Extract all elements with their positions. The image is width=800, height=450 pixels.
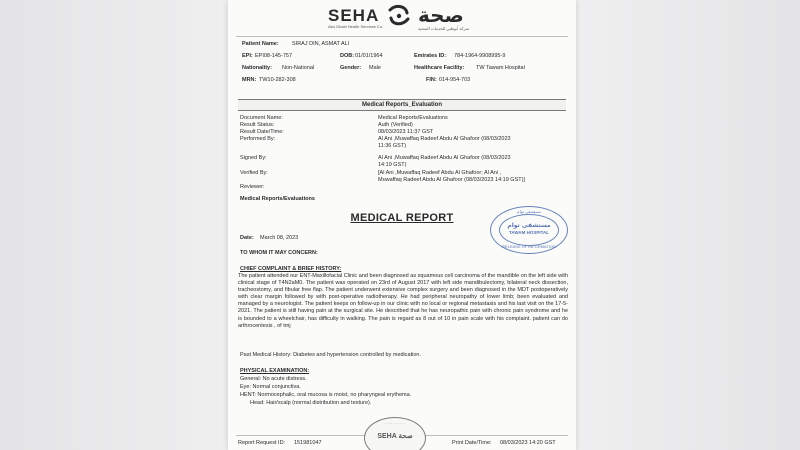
document-name-label: Document Name: [240,115,283,121]
performed-by-label: Performed By: [240,136,276,142]
signed-by-line2: 14:19 GST) [378,162,407,168]
emirates-id-value: 784-1964-9908995-9 [454,53,506,59]
footer-seal-text: SEHA صحة [377,433,413,440]
document-name-value: Medical Reports/Evaluations [378,115,448,121]
stamp-top-text: مستشفى توام [517,209,541,214]
patient-name-label: Patient Name: [242,41,279,47]
exam-general: General: No acute distress. [240,376,307,382]
patient-name-value: SIRAJ DIN, ASMAT ALI [292,41,350,47]
result-datetime-value: 08/03/2023 11:37 GST [378,129,434,135]
verified-by-label: Verified By: [240,170,268,176]
print-datetime-value: 08/03/2023 14:20 GST [500,440,556,446]
section-title: Medical Reports_Evaluation [361,102,443,108]
nationality-label: Nationality: [242,65,272,71]
report-title: MEDICAL REPORT [350,212,454,224]
gender-value: Male [369,65,381,71]
facility-label: Healthcare Facility: [414,65,465,71]
subheading: Medical Reports/Evaluations [240,196,315,202]
epi-label: EPI: [242,53,253,59]
seha-logo-subtitle: Abu Dhabi Health Services Co. [328,24,384,29]
verified-by-line2: Muwaffaq Radeef Abdu Al Ghafoor (08/03/2023 14:19 GST)] [378,177,525,183]
medical-report-document [228,0,576,450]
result-status-value: Auth (Verified) [378,122,413,128]
request-id-value: 151981047 [294,440,322,446]
performed-by-line1: Al Ani ,Muwaffaq Radeef Abdu Al Ghafoor (08/03/2023 [378,136,511,142]
complaint-heading: CHIEF COMPLAINT & BRIEF HISTORY: [240,266,342,272]
footer-seal-ring-text: · · · · · · · · · · [384,422,406,426]
exam-heading: PHYSICAL EXAMINATION: [240,368,310,374]
stamp-hospital-name: TAWAM HOSPITAL [508,230,550,235]
exam-head: Head: Hair/scalp (normal distribution and texture). [250,400,372,406]
section-title-bar [238,99,566,111]
seha-logo-text: SEHA [328,6,380,25]
past-medical-history: Past Medical History: Diabetes and hypertension controlled by medication. [240,352,421,358]
fin-label: FIN: [426,77,437,83]
dob-value: 01/01/1964 [355,53,383,59]
print-datetime-label: Print Date/Time: [452,440,492,446]
mrn-value: TW10-282-308 [259,77,296,83]
document-header [228,0,576,34]
seha-logo-arabic: صحة [418,3,464,27]
reviewer-label: Reviewer: [240,184,265,190]
background-right [576,0,800,450]
facility-value: TW Tawam Hospital [476,65,525,71]
emirates-id-label: Emirates ID: [414,53,447,59]
signed-by-label: Signed By: [240,155,267,161]
complaint-text: The patient attended our ENT-Maxillofacial Clinic and been diagnosed as squamous cell carcinoma of the mandible on the left side with clinical stage of T4N2aM0. The patient was operated on 23rd of August 2017 with left side mandibulectomy, bilateral neck dissection, tracheostomy, and fibular free flap. The patient underwent extensive complex surgery and been diagnosed in the MDT postoperatively with clear margin followed by with post-operative radiotherapy. He had peripheral neuropathy of lower limb; been evaluated and managed by a neurologist. The patient keeps on follow-up in our clinic with no local or regional metastasis and his last visit on the 17-5- 2021. The patient is still having pain at the surgical site. He described that he has neuropathic pain with chronic pain syndrome and he is bounded to a wheelchair, has difficulty in walking. The pain is regard as 8 out of 10 in pain scale with his complaint. patient can do arthrocentesis , of tmj [238,273,568,329]
salutation: TO WHOM IT MAY CONCERN: [240,250,318,256]
signed-by-line1: Al Ani ,Muwaffaq Radeef Abdu Al Ghafoor (08/03/2023 [378,155,511,161]
stamp-arabic: مستشفى توام [507,222,551,229]
seha-logo-arabic-subtitle: شركة أبوظبي للخدمات الصحية [418,26,470,31]
request-id-label: Report Request ID: [238,440,286,446]
date-value: March 08, 2023 [260,235,299,241]
gender-label: Gender: [340,65,362,71]
nationality-value: Non-National [282,65,315,71]
fin-value: 014-954-703 [439,77,471,83]
seha-footer-seal [364,417,426,450]
result-datetime-label: Result Date/Time: [240,129,284,135]
exam-hent: HENT: Normocephalic, oral mucosa is moist, no pharyngeal erythema. [240,392,412,398]
result-status-label: Result Status: [240,122,275,128]
header-divider [236,36,568,37]
date-label: Date: [240,235,254,241]
background-left [0,0,228,450]
verified-by-line1: [Al Ani ,Muwaffaq Radeef Abdu Al Ghafoor; Al Ani , [378,170,502,176]
mrn-label: MRN: [242,77,257,83]
seha-logo-icon [386,4,412,28]
stamp-bottom-text: RELEASE OF INFORMATION [502,244,556,249]
epi-value: EPI08-145-757 [255,53,292,59]
performed-by-line2: 11:36 GST) [378,143,407,149]
dob-label: DOB: [340,53,355,59]
exam-eye: Eye: Normal conjunctiva. [240,384,301,390]
hospital-stamp [490,206,568,254]
